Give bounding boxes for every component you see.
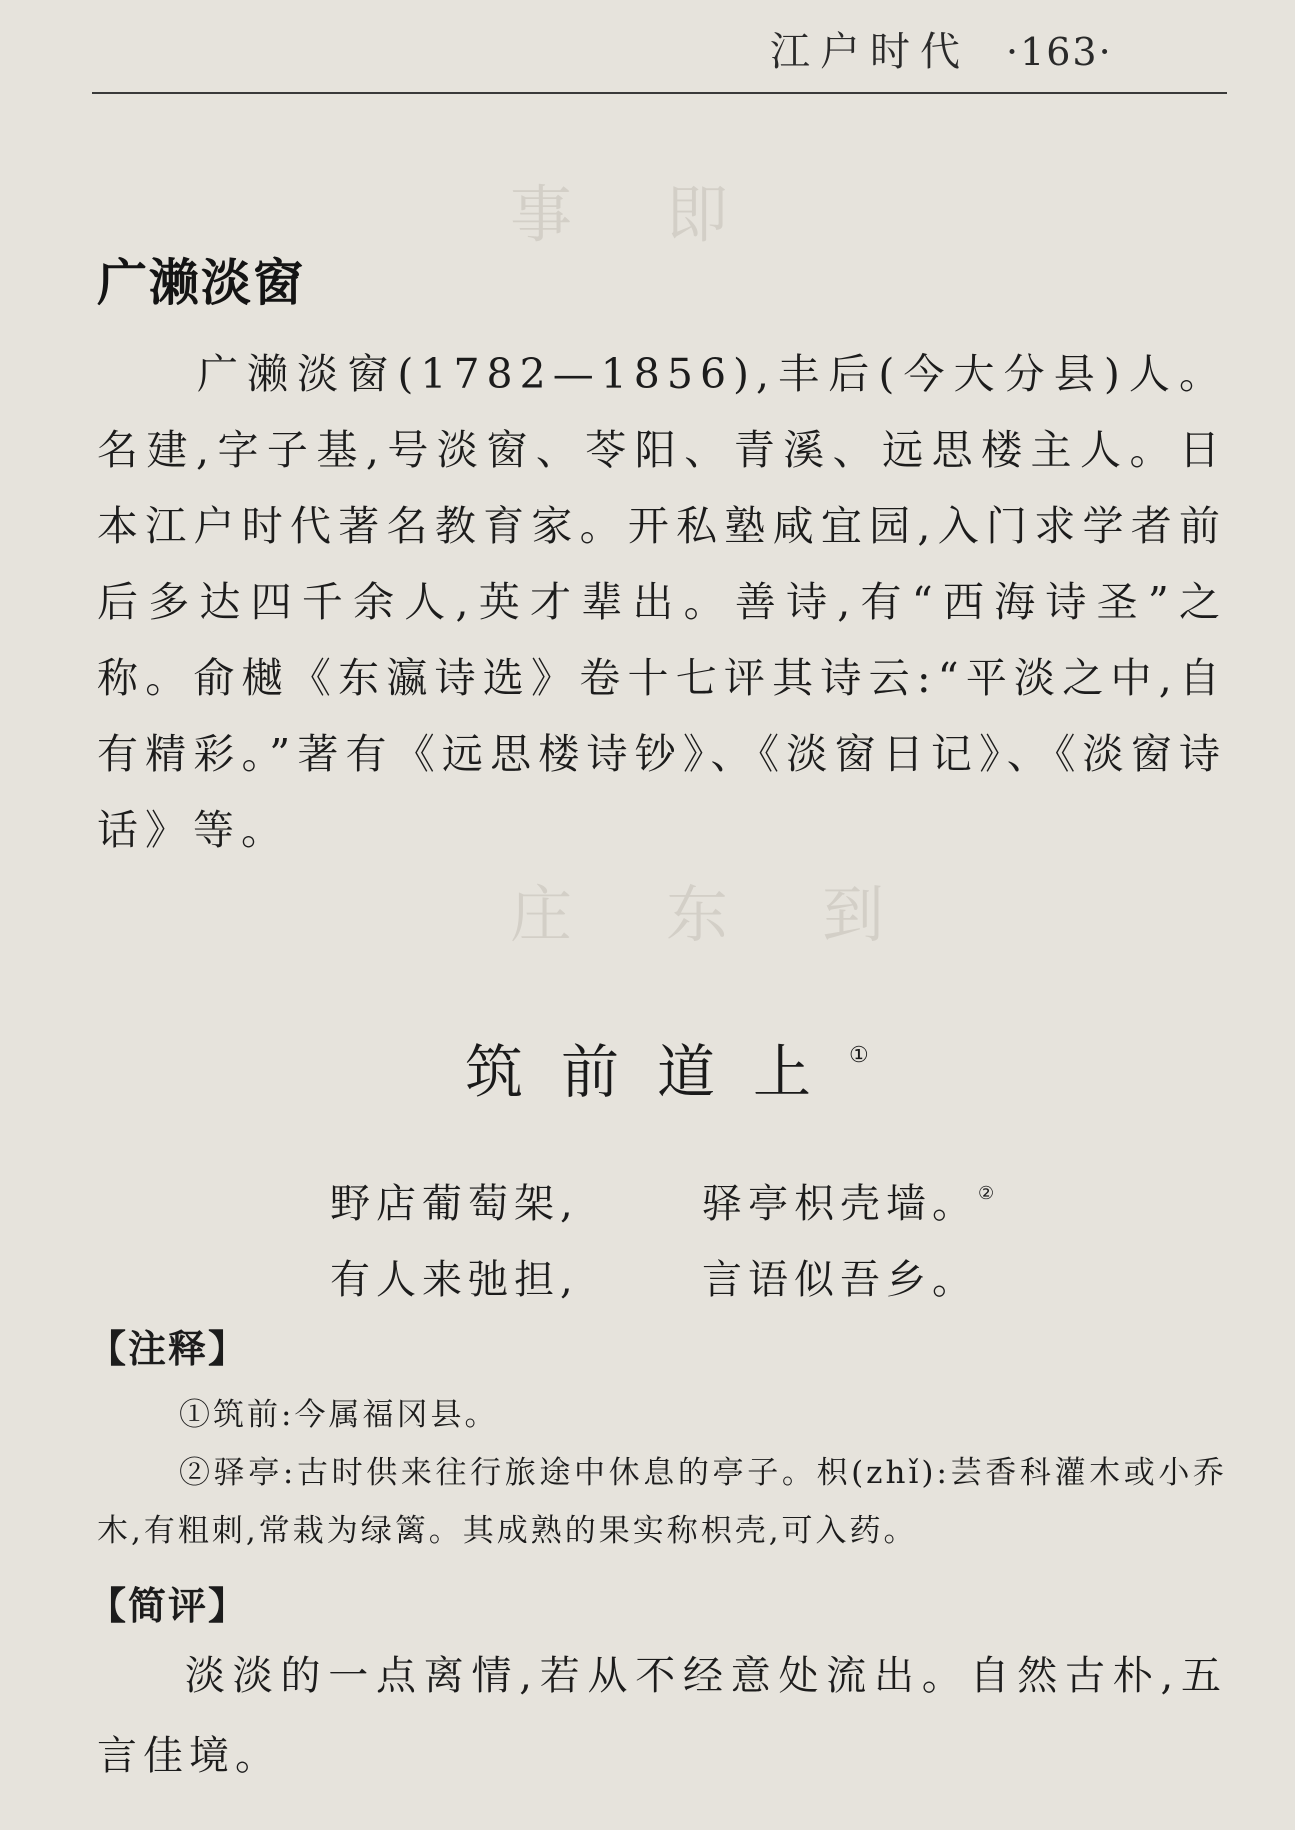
- footnote-mark: ①: [849, 1043, 869, 1068]
- commentary-heading: 【简评】: [88, 1584, 249, 1628]
- show-through-text: 事 即: [510, 178, 745, 251]
- note-item: ①筑前:今属福冈县。: [179, 1397, 499, 1433]
- poem-line: [330, 1172, 994, 1229]
- poem-line: [330, 1248, 978, 1305]
- poem-title-text: 筑前道上: [465, 1038, 850, 1106]
- running-title: 江户时代: [770, 29, 970, 75]
- footnote-mark: ②: [978, 1183, 995, 1204]
- running-header: [770, 20, 1113, 77]
- header-rule: [92, 92, 1227, 94]
- author-bio: 广濑淡窗(1782—1856),丰后(今大分县)人。名建,字子基,号淡窗、苓阳、青溪、远思楼主人。日本江户时代著名教育家。开私塾咸宜园,入门求学者前后多达四千余人,英才辈出。善诗,有“西海诗圣”之称。俞樾《东瀛诗选》卷十七评其诗云:“平淡之中,自有精彩。”著有《远思楼诗钞》、《淡窗日记》、《淡窗诗话》等。: [97, 350, 1227, 854]
- note-item: ②驿亭:古时供来往行旅途中休息的亭子。枳(zhǐ):芸香科灌木或小乔木,有粗刺,常栽为绿篱。其成熟的果实称枳壳,可入药。: [97, 1455, 1227, 1549]
- commentary-text: 淡淡的一点离情,若从不经意处流出。自然古朴,五言佳境。: [97, 1653, 1227, 1779]
- author-name: 广濑淡窗: [97, 254, 305, 312]
- poem-title: [465, 1025, 869, 1109]
- show-through-text: 庄 东 到: [510, 878, 901, 951]
- page-number: ·163·: [1006, 30, 1113, 74]
- poem-line-second-half: 驿亭枳壳墙。: [702, 1181, 978, 1227]
- poem-line-first-half: 有人来弛担,: [330, 1257, 579, 1303]
- notes-heading: 【注释】: [88, 1327, 249, 1371]
- poem-line-second-half: 言语似吾乡。: [702, 1257, 978, 1303]
- poem-line-first-half: 野店葡萄架,: [330, 1181, 579, 1227]
